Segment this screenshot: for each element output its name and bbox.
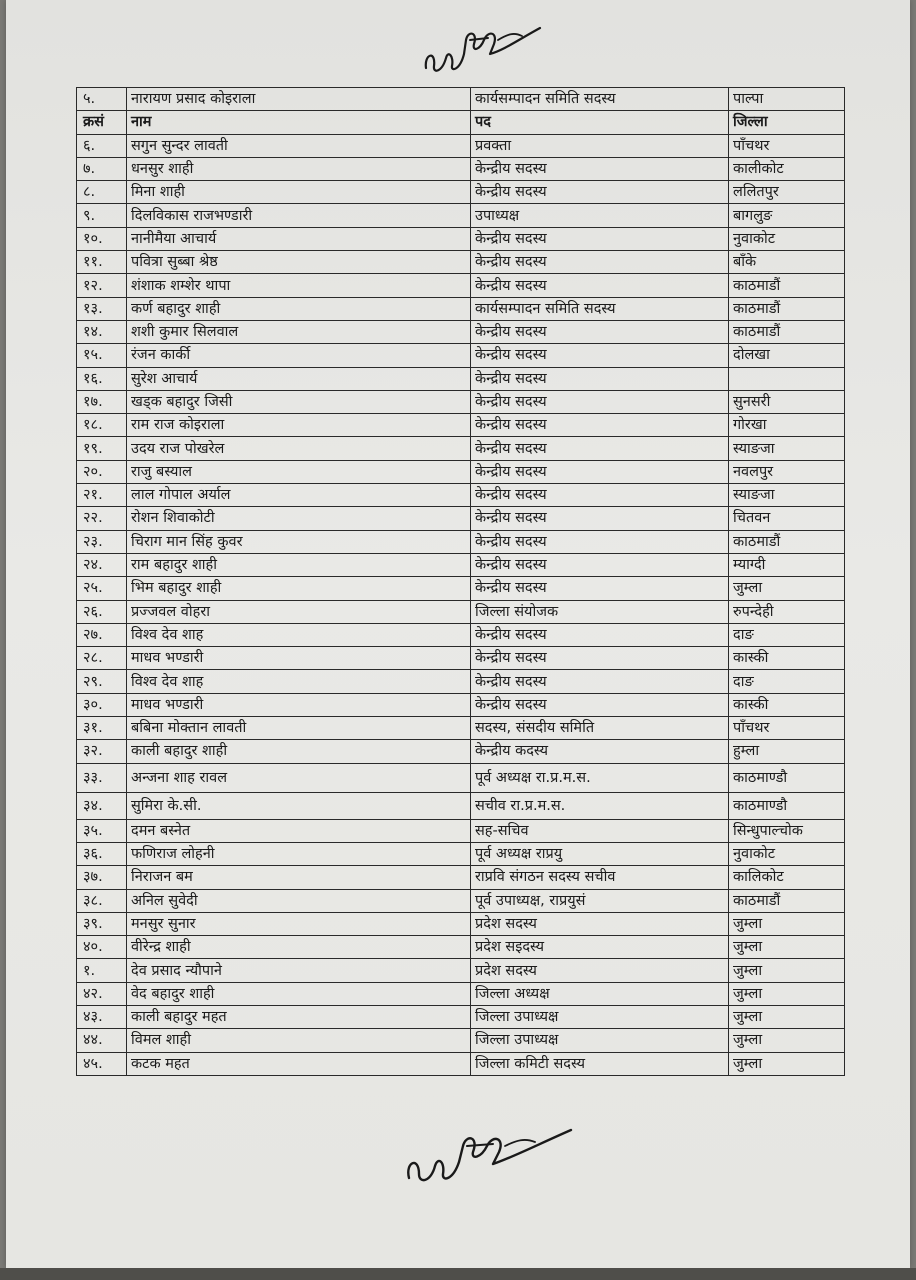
table-row (77, 670, 845, 693)
name-cell: सगुन सुन्दर लावती (127, 134, 471, 157)
serial-cell: २४. (77, 553, 127, 576)
page-edge-shadow (0, 1268, 916, 1280)
serial-cell: २१. (77, 484, 127, 507)
district-cell: दाङ (729, 623, 845, 646)
serial-cell: ७. (77, 157, 127, 180)
post-cell: केन्द्रीय सदस्य (471, 647, 729, 670)
table-row (77, 507, 845, 530)
table-row (77, 367, 845, 390)
district-cell: स्याङजा (729, 484, 845, 507)
name-cell: नारायण प्रसाद कोइराला (127, 88, 471, 111)
serial-cell: ३९. (77, 912, 127, 935)
name-cell: विश्व देव शाह (127, 670, 471, 693)
table-row (77, 484, 845, 507)
serial-cell: २६. (77, 600, 127, 623)
post-cell: केन्द्रीय कदस्य (471, 740, 729, 763)
table-row (77, 792, 845, 819)
serial-cell: ३३. (77, 763, 127, 792)
name-cell: भिम बहादुर शाही (127, 577, 471, 600)
name-cell: अन्जना शाह रावल (127, 763, 471, 792)
name-cell: सुमिरा के.सी. (127, 792, 471, 819)
district-cell: सिन्धुपाल्चोक (729, 819, 845, 842)
serial-cell: ५. (77, 88, 127, 111)
district-cell: जुम्ला (729, 982, 845, 1005)
serial-cell: ३०. (77, 693, 127, 716)
serial-cell: १५. (77, 344, 127, 367)
post-cell: केन्द्रीय सदस्य (471, 577, 729, 600)
post-cell: केन्द्रीय सदस्य (471, 484, 729, 507)
name-cell: फणिराज लोहनी (127, 842, 471, 865)
name-cell: बबिना मोक्तान लावती (127, 717, 471, 740)
serial-cell: ९. (77, 204, 127, 227)
serial-cell: ३१. (77, 717, 127, 740)
table-row (77, 320, 845, 343)
serial-cell: ३६. (77, 842, 127, 865)
post-cell: प्रदेश सदस्य (471, 959, 729, 982)
district-cell: स्याङजा (729, 437, 845, 460)
table-row (77, 936, 845, 959)
district-cell: काठमाडौं (729, 320, 845, 343)
district-cell: पाल्पा (729, 88, 845, 111)
serial-cell: २८. (77, 647, 127, 670)
district-cell (729, 367, 845, 390)
header-name: नाम (127, 111, 471, 134)
post-cell: केन्द्रीय सदस्य (471, 274, 729, 297)
post-cell: केन्द्रीय सदस्य (471, 693, 729, 716)
serial-cell: २०. (77, 460, 127, 483)
post-cell: सदस्य, संसदीय समिति (471, 717, 729, 740)
table-row (77, 866, 845, 889)
table-row (77, 134, 845, 157)
district-cell: काठमाडौं (729, 297, 845, 320)
district-cell: बागलुङ (729, 204, 845, 227)
table-row (77, 763, 845, 792)
post-cell: कार्यसम्पादन समिति सदस्य (471, 297, 729, 320)
district-cell: काठमाडौं (729, 274, 845, 297)
table-row (77, 740, 845, 763)
serial-cell: ४५. (77, 1052, 127, 1075)
serial-cell: ११. (77, 251, 127, 274)
post-cell: केन्द्रीय सदस्य (471, 414, 729, 437)
name-cell: माधव भण्डारी (127, 693, 471, 716)
serial-cell: ३८. (77, 889, 127, 912)
name-cell: निराजन बम (127, 866, 471, 889)
table-row (77, 1052, 845, 1075)
post-cell: पूर्व अध्यक्ष रा.प्र.म.स. (471, 763, 729, 792)
post-cell: जिल्ला कमिटी सदस्य (471, 1052, 729, 1075)
table-row (77, 623, 845, 646)
table-row (77, 88, 845, 111)
name-cell: शंशाक शम्शेर थापा (127, 274, 471, 297)
district-cell: जुम्ला (729, 577, 845, 600)
district-cell: नुवाकोट (729, 842, 845, 865)
serial-cell: ४०. (77, 936, 127, 959)
post-cell: केन्द्रीय सदस्य (471, 507, 729, 530)
table-row (77, 553, 845, 576)
name-cell: धनसुर शाही (127, 157, 471, 180)
post-cell: केन्द्रीय सदस्य (471, 227, 729, 250)
serial-cell: ३५. (77, 819, 127, 842)
table-row (77, 251, 845, 274)
post-cell: केन्द्रीय सदस्य (471, 181, 729, 204)
name-cell: राम बहादुर शाही (127, 553, 471, 576)
district-cell: बाँके (729, 251, 845, 274)
members-table (76, 87, 845, 1076)
serial-cell: २३. (77, 530, 127, 553)
district-cell: दाङ (729, 670, 845, 693)
district-cell: हुम्ला (729, 740, 845, 763)
post-cell: केन्द्रीय सदस्य (471, 367, 729, 390)
post-cell: जिल्ला उपाध्यक्ष (471, 1005, 729, 1028)
district-cell: काठमाण्डौ (729, 763, 845, 792)
district-cell: कास्की (729, 693, 845, 716)
post-cell: केन्द्रीय सदस्य (471, 157, 729, 180)
signature-bottom (401, 1118, 576, 1190)
district-cell: जुम्ला (729, 959, 845, 982)
serial-cell: ३७. (77, 866, 127, 889)
table-row (77, 600, 845, 623)
name-cell: खड्क बहादुर जिसी (127, 390, 471, 413)
district-cell: पाँचथर (729, 134, 845, 157)
district-cell: सुनसरी (729, 390, 845, 413)
post-cell: प्रवक्ता (471, 134, 729, 157)
district-cell: म्याग्दी (729, 553, 845, 576)
post-cell: पूर्व उपाध्यक्ष, राप्रयुसं (471, 889, 729, 912)
name-cell: माधव भण्डारी (127, 647, 471, 670)
table-row (77, 1029, 845, 1052)
district-cell: नवलपुर (729, 460, 845, 483)
post-cell: प्रदेश सइदस्य (471, 936, 729, 959)
serial-cell: ६. (77, 134, 127, 157)
table-row (77, 577, 845, 600)
serial-cell: ४४. (77, 1029, 127, 1052)
name-cell: देव प्रसाद न्यौपाने (127, 959, 471, 982)
post-cell: केन्द्रीय सदस्य (471, 390, 729, 413)
name-cell: नानीमैया आचार्य (127, 227, 471, 250)
post-cell: जिल्ला उपाध्यक्ष (471, 1029, 729, 1052)
table-row (77, 181, 845, 204)
name-cell: कर्ण बहादुर शाही (127, 297, 471, 320)
district-cell: कालीकोट (729, 157, 845, 180)
serial-cell: १९. (77, 437, 127, 460)
name-cell: काली बहादुर शाही (127, 740, 471, 763)
serial-cell: ४२. (77, 982, 127, 1005)
header-post: पद (471, 111, 729, 134)
district-cell: कालिकोट (729, 866, 845, 889)
table-row (77, 959, 845, 982)
district-cell: ललितपुर (729, 181, 845, 204)
district-cell: जुम्ला (729, 1005, 845, 1028)
post-cell: केन्द्रीय सदस्य (471, 530, 729, 553)
district-cell: कास्की (729, 647, 845, 670)
name-cell: सुरेश आचार्य (127, 367, 471, 390)
table-row (77, 414, 845, 437)
signature-top (418, 10, 548, 82)
table-row (77, 390, 845, 413)
name-cell: दमन बस्नेत (127, 819, 471, 842)
district-cell: गोरखा (729, 414, 845, 437)
serial-cell: ८. (77, 181, 127, 204)
table-row (77, 227, 845, 250)
name-cell: रंजन कार्की (127, 344, 471, 367)
district-cell: नुवाकोट (729, 227, 845, 250)
name-cell: शशी कुमार सिलवाल (127, 320, 471, 343)
district-cell: पाँचथर (729, 717, 845, 740)
table-row (77, 982, 845, 1005)
district-cell: दोलखा (729, 344, 845, 367)
serial-cell: १०. (77, 227, 127, 250)
members-table-body (77, 88, 845, 1076)
serial-cell: १८. (77, 414, 127, 437)
table-row (77, 344, 845, 367)
post-cell: प्रदेश सदस्य (471, 912, 729, 935)
name-cell: उदय राज पोखरेल (127, 437, 471, 460)
table-row (77, 842, 845, 865)
district-cell: जुम्ला (729, 1029, 845, 1052)
name-cell: प्रज्जवल वोहरा (127, 600, 471, 623)
post-cell: केन्द्रीय सदस्य (471, 251, 729, 274)
district-cell: जुम्ला (729, 912, 845, 935)
post-cell: केन्द्रीय सदस्य (471, 553, 729, 576)
post-cell: केन्द्रीय सदस्य (471, 460, 729, 483)
district-cell: काठमाडौं (729, 530, 845, 553)
table-row (77, 647, 845, 670)
post-cell: उपाध्यक्ष (471, 204, 729, 227)
name-cell: रोशन शिवाकोटी (127, 507, 471, 530)
name-cell: मिना शाही (127, 181, 471, 204)
name-cell: राजु बस्याल (127, 460, 471, 483)
post-cell: केन्द्रीय सदस्य (471, 670, 729, 693)
table-row (77, 889, 845, 912)
district-cell: जुम्ला (729, 936, 845, 959)
table-row (77, 693, 845, 716)
table-row (77, 1005, 845, 1028)
post-cell: केन्द्रीय सदस्य (471, 623, 729, 646)
header-district: जिल्ला (729, 111, 845, 134)
serial-cell: १४. (77, 320, 127, 343)
table-row (77, 204, 845, 227)
name-cell: लाल गोपाल अर्याल (127, 484, 471, 507)
post-cell: सचीव रा.प्र.म.स. (471, 792, 729, 819)
serial-cell: २२. (77, 507, 127, 530)
table-row (77, 717, 845, 740)
serial-cell: ३४. (77, 792, 127, 819)
serial-cell: ३२. (77, 740, 127, 763)
post-cell: केन्द्रीय सदस्य (471, 344, 729, 367)
name-cell: पवित्रा सुब्बा श्रेष्ठ (127, 251, 471, 274)
district-cell: रुपन्देही (729, 600, 845, 623)
name-cell: काली बहादुर महत (127, 1005, 471, 1028)
post-cell: केन्द्रीय सदस्य (471, 437, 729, 460)
document-page (6, 0, 910, 1268)
name-cell: अनिल सुवेदी (127, 889, 471, 912)
district-cell: काठमाडौं (729, 889, 845, 912)
post-cell: केन्द्रीय सदस्य (471, 320, 729, 343)
table-row (77, 912, 845, 935)
serial-cell: १७. (77, 390, 127, 413)
table-header-row (77, 111, 845, 134)
name-cell: राम राज कोइराला (127, 414, 471, 437)
table-row (77, 274, 845, 297)
name-cell: चिराग मान सिंह कुवर (127, 530, 471, 553)
serial-cell: १२. (77, 274, 127, 297)
serial-cell: २९. (77, 670, 127, 693)
post-cell: जिल्ला संयोजक (471, 600, 729, 623)
name-cell: मनसुर सुनार (127, 912, 471, 935)
serial-cell: ४३. (77, 1005, 127, 1028)
header-serial: क्रसं (77, 111, 127, 134)
table-row (77, 157, 845, 180)
table-row (77, 437, 845, 460)
serial-cell: १६. (77, 367, 127, 390)
district-cell: काठमाण्डौ (729, 792, 845, 819)
name-cell: वीरेन्द्र शाही (127, 936, 471, 959)
serial-cell: २७. (77, 623, 127, 646)
table-row (77, 819, 845, 842)
serial-cell: १३. (77, 297, 127, 320)
serial-cell: २५. (77, 577, 127, 600)
post-cell: पूर्व अध्यक्ष राप्रयु (471, 842, 729, 865)
district-cell: चितवन (729, 507, 845, 530)
post-cell: कार्यसम्पादन समिति सदस्य (471, 88, 729, 111)
district-cell: जुम्ला (729, 1052, 845, 1075)
serial-cell: १. (77, 959, 127, 982)
post-cell: सह-सचिव (471, 819, 729, 842)
name-cell: दिलविकास राजभण्डारी (127, 204, 471, 227)
table-row (77, 530, 845, 553)
name-cell: विमल शाही (127, 1029, 471, 1052)
name-cell: विश्व देव शाह (127, 623, 471, 646)
table-row (77, 297, 845, 320)
name-cell: कटक महत (127, 1052, 471, 1075)
post-cell: जिल्ला अध्यक्ष (471, 982, 729, 1005)
table-row (77, 460, 845, 483)
name-cell: वेद बहादुर शाही (127, 982, 471, 1005)
post-cell: राप्रवि संगठन सदस्य सचीव (471, 866, 729, 889)
